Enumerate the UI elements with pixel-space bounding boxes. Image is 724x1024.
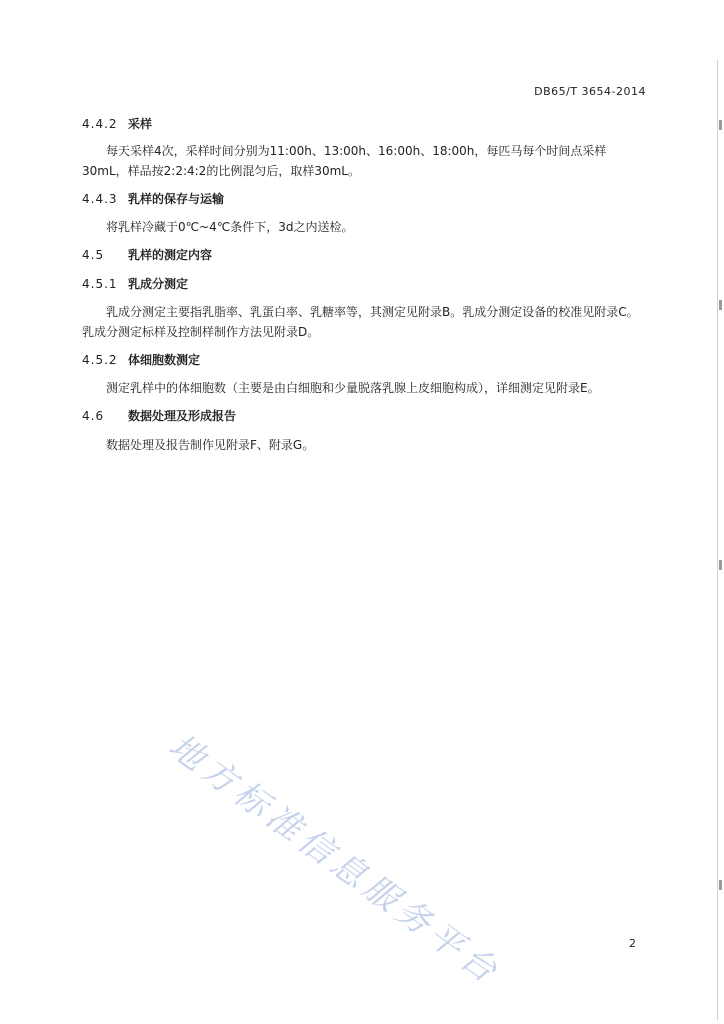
heading-4-5	[82, 246, 212, 263]
standard-code: DB65/T 3654-2014	[534, 85, 646, 98]
heading-number: 4.5	[82, 248, 105, 262]
paragraph-sampling: 每天采样4次，采样时间分别为11:00h、13:00h、16:00h、18:00h，每匹马每个时间点采样30mL，样品按2:2:4:2的比例混匀后，取样30mL。	[82, 144, 607, 178]
scan-edge-mark	[719, 300, 722, 310]
heading-number: 4.5.2	[82, 353, 118, 367]
heading-title: 采样	[128, 117, 153, 131]
scan-edge-mark	[719, 560, 722, 570]
heading-4-4-2	[82, 115, 152, 132]
heading-title: 乳样的测定内容	[128, 248, 213, 262]
heading-title: 乳成分测定	[128, 277, 189, 291]
heading-4-5-2	[82, 351, 200, 368]
heading-4-6	[82, 407, 236, 424]
paragraph-somatic-cells: 测定乳样中的体细胞数（主要是由白细胞和少量脱落乳腺上皮细胞构成），详细测定见附录E。	[106, 381, 600, 395]
scan-edge-mark	[719, 880, 722, 890]
heading-title: 乳样的保存与运输	[128, 192, 225, 206]
paragraph-storage: 将乳样冷藏于0℃~4℃条件下，3d之内送检。	[106, 220, 354, 234]
paragraph-data-processing: 数据处理及报告制作见附录F、附录G。	[106, 438, 315, 452]
heading-number: 4.4.3	[82, 192, 118, 206]
heading-4-4-3	[82, 190, 224, 207]
heading-number: 4.6	[82, 409, 105, 423]
scan-edge-line	[717, 60, 718, 1020]
page-number: 2	[629, 937, 636, 950]
heading-title: 数据处理及形成报告	[128, 409, 237, 423]
heading-number: 4.5.1	[82, 277, 118, 291]
heading-number: 4.4.2	[82, 117, 118, 131]
watermark: 地方标准信息服务平台	[161, 726, 509, 994]
paragraph-composition: 乳成分测定主要指乳脂率、乳蛋白率、乳糖率等，其测定见附录B。乳成分测定设备的校准见附录C。乳成分测定标样及控制样制作方法见附录D。	[82, 305, 639, 339]
scan-edge-mark	[719, 120, 722, 130]
heading-4-5-1	[82, 275, 188, 292]
heading-title: 体细胞数测定	[128, 353, 201, 367]
